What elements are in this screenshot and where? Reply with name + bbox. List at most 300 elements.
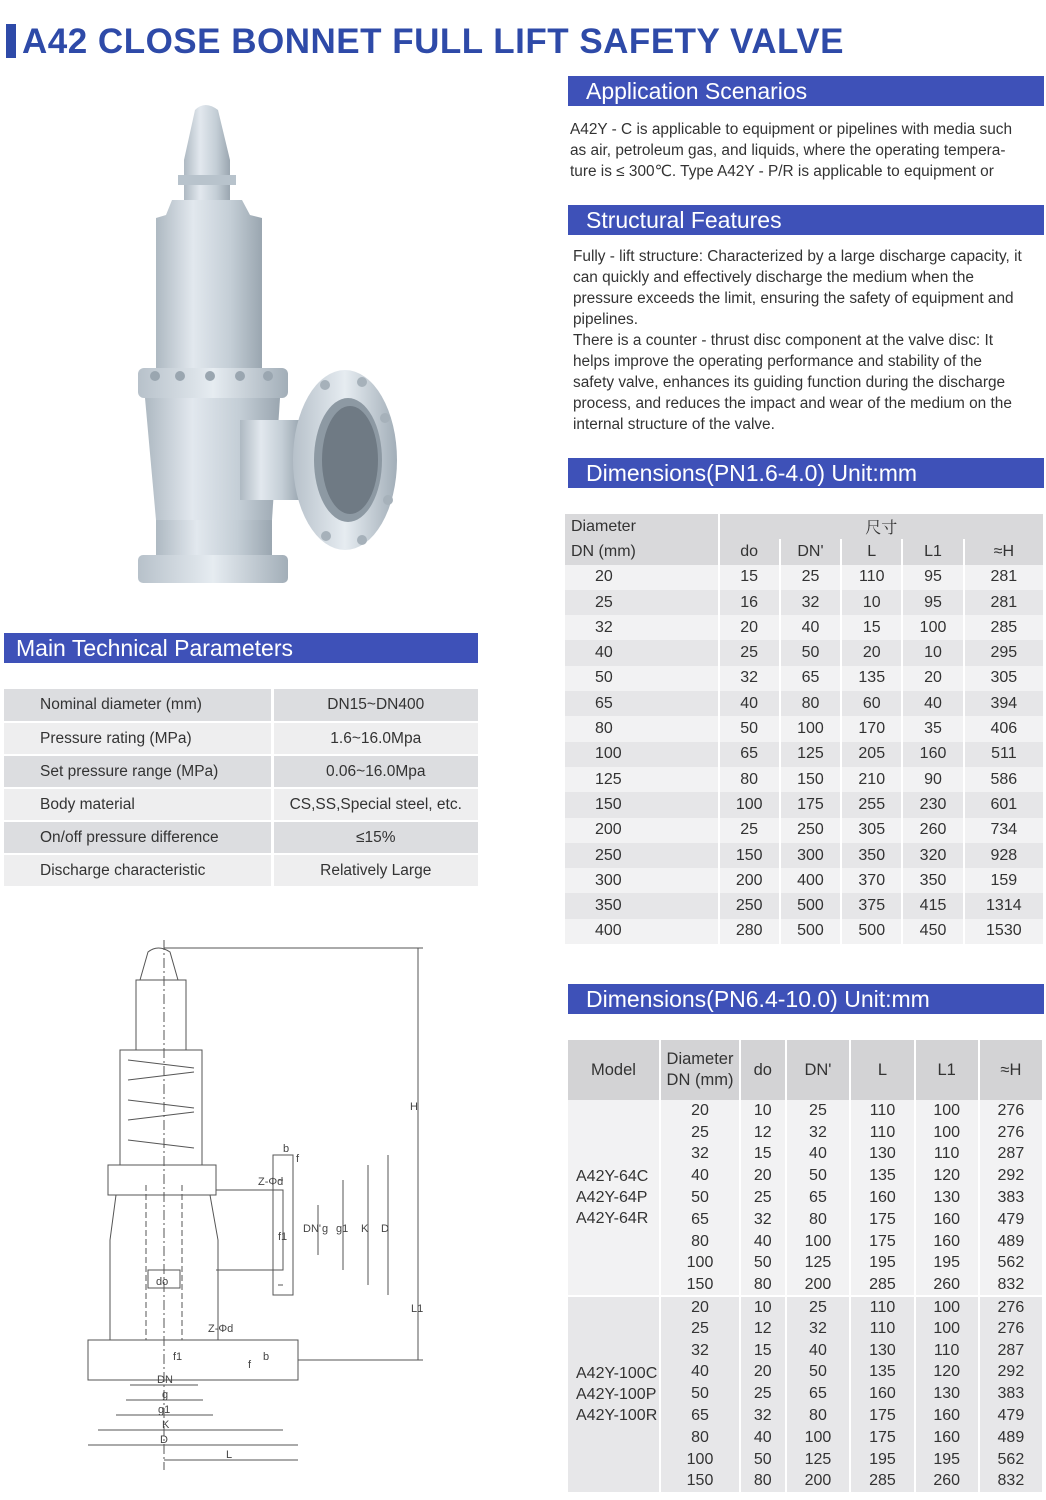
dim1-cell: 100 — [719, 792, 780, 817]
dim1-cell: 295 — [964, 640, 1044, 665]
dim1-cell: 95 — [902, 590, 963, 615]
dim2-cell: 100 — [786, 1427, 851, 1449]
dim2-cell: 175 — [850, 1427, 914, 1449]
dim1-cell: 16 — [719, 590, 780, 615]
dim2-cell: 160 — [850, 1187, 914, 1209]
tech-row — [4, 788, 478, 821]
dimension-lines — [88, 948, 423, 1460]
dim1-cell: 586 — [964, 767, 1044, 792]
dim1-cell: 450 — [902, 919, 963, 944]
dim2-cell: 50 — [660, 1383, 740, 1405]
dim1-cell: 100 — [780, 716, 841, 741]
dim2-table — [568, 1040, 1044, 1492]
drawing-label: b — [283, 1143, 290, 1155]
dim2-cell: 160 — [915, 1209, 979, 1231]
dim1-cell: 300 — [780, 843, 841, 868]
dim1-cell: 40 — [902, 691, 963, 716]
dim2-cell: 489 — [979, 1427, 1043, 1449]
dim1-cell: 40 — [719, 691, 780, 716]
dim1-cell: 25 — [719, 640, 780, 665]
drawing-label: DN' — [303, 1223, 321, 1235]
tech-key: Pressure rating (MPa) — [4, 722, 272, 755]
dim2-cell: 15 — [740, 1144, 786, 1166]
dim2-cell: 120 — [915, 1362, 979, 1384]
dim2-model-name: A42Y-64R — [576, 1210, 649, 1228]
dim2-cell: 65 — [786, 1187, 851, 1209]
dim2-cell: 65 — [660, 1209, 740, 1231]
dim1-cell: 400 — [565, 919, 719, 944]
dim1-cell: 15 — [841, 615, 902, 640]
dim2-cell: 832 — [979, 1471, 1043, 1493]
dim2-cell: 20 — [740, 1165, 786, 1187]
dim2-cell: 25 — [786, 1100, 851, 1122]
dim2-cell: 260 — [915, 1274, 979, 1296]
dim2-model-name: A42Y-64C — [576, 1168, 649, 1186]
dim2-cell: 80 — [660, 1427, 740, 1449]
dim1-cell: 400 — [780, 868, 841, 893]
dim2-cell: 130 — [850, 1340, 914, 1362]
valve-photo — [100, 100, 410, 600]
drawing-label: b — [263, 1351, 270, 1363]
dim2-cell: 260 — [915, 1471, 979, 1493]
structural-line: pressure exceeds the limit, ensuring the safety of equipment and — [573, 290, 1014, 307]
dim1-cell: 250 — [565, 843, 719, 868]
dim2-cell: 100 — [786, 1231, 851, 1253]
dim2-cell: 489 — [979, 1231, 1043, 1253]
dim1-cell: 255 — [841, 792, 902, 817]
tech-key: Discharge characteristic — [4, 854, 272, 887]
dim2-cell: 135 — [850, 1362, 914, 1384]
drawing-label: f — [296, 1153, 300, 1165]
dim1-cell: 260 — [902, 818, 963, 843]
application-text — [570, 119, 1046, 182]
dim2-cell: 25 — [740, 1187, 786, 1209]
dim1-head-group: 尺寸 — [719, 514, 1044, 539]
drawing-label: K — [361, 1223, 369, 1235]
dim2-cell: 65 — [786, 1383, 851, 1405]
drawing-label: f1 — [173, 1351, 183, 1363]
dim2-cell: 110 — [850, 1296, 914, 1318]
drawing-label: Z-Φd — [208, 1323, 234, 1335]
dim1-cell: 200 — [719, 868, 780, 893]
tech-key: Set pressure range (MPa) — [4, 755, 272, 788]
dim1-cell: 500 — [841, 919, 902, 944]
dim1-cell: 80 — [719, 767, 780, 792]
dim1-cell: 1314 — [964, 893, 1044, 918]
dim1-table — [565, 514, 1045, 944]
dim1-col-head: DN' — [780, 539, 841, 564]
dim1-cell: 100 — [565, 742, 719, 767]
dim1-cell: 320 — [902, 843, 963, 868]
dim2-cell: 32 — [660, 1144, 740, 1166]
dim2-cell: 195 — [850, 1253, 914, 1275]
dim1-cell: 50 — [565, 666, 719, 691]
structural-line: helps improve the operating performance and stability of the — [573, 353, 982, 370]
structural-line: pipelines. — [573, 311, 639, 328]
dim1-row — [565, 843, 1044, 868]
dim2-cell: 100 — [660, 1449, 740, 1471]
dim2-cell: 80 — [740, 1274, 786, 1296]
dim2-cell: 562 — [979, 1449, 1043, 1471]
dim1-cell: 110 — [841, 565, 902, 590]
dim1-cell: 281 — [964, 590, 1044, 615]
dim1-cell: 20 — [902, 666, 963, 691]
dim2-cell: 110 — [915, 1340, 979, 1362]
dim1-cell: 500 — [780, 893, 841, 918]
tech-key: On/off pressure difference — [4, 821, 272, 854]
dim1-cell: 95 — [902, 565, 963, 590]
structural-line: can quickly and effectively discharge the medium when the — [573, 269, 974, 286]
dim1-cell: 285 — [964, 615, 1044, 640]
dim2-cell: 120 — [915, 1165, 979, 1187]
dim2-col-head: L — [850, 1040, 914, 1100]
section-drawing — [78, 940, 438, 1480]
dim2-cell: 100 — [915, 1122, 979, 1144]
tech-value: Relatively Large — [272, 854, 478, 887]
drawing-label: g1 — [336, 1223, 349, 1235]
dim1-cell: 305 — [841, 818, 902, 843]
dim1-cell: 734 — [964, 818, 1044, 843]
dim2-cell: 12 — [740, 1122, 786, 1144]
dim2-cell: 100 — [915, 1318, 979, 1340]
dim1-cell: 20 — [719, 615, 780, 640]
dim2-cell: 25 — [740, 1383, 786, 1405]
dim2-model-cell — [568, 1296, 660, 1492]
dim1-cell: 15 — [719, 565, 780, 590]
dim1-cell: 175 — [780, 792, 841, 817]
dim1-cell: 20 — [841, 640, 902, 665]
dim1-cell: 32 — [780, 590, 841, 615]
drawing-label: DN — [157, 1374, 173, 1386]
dim2-cell: 130 — [915, 1383, 979, 1405]
dim1-cell: 80 — [780, 691, 841, 716]
dim1-cell: 50 — [780, 640, 841, 665]
dim1-cell: 159 — [964, 868, 1044, 893]
dim1-row — [565, 615, 1044, 640]
tech-row — [4, 689, 478, 722]
dim2-cell: 50 — [786, 1362, 851, 1384]
drawing-label: f1 — [278, 1231, 288, 1243]
dim1-cell: 50 — [719, 716, 780, 741]
tech-value: DN15~DN400 — [272, 689, 478, 722]
dim1-cell: 375 — [841, 893, 902, 918]
dim1-head-diameter: Diameter — [565, 514, 719, 539]
dim2-cell: 40 — [660, 1362, 740, 1384]
drawing-label: do — [156, 1276, 169, 1288]
dim1-cell: 1530 — [964, 919, 1044, 944]
tech-value: ≤15% — [272, 821, 478, 854]
drawing-label: L1 — [411, 1303, 424, 1315]
dim1-cell: 160 — [902, 742, 963, 767]
dim1-row — [565, 868, 1044, 893]
dim2-model-name: A42Y-100R — [576, 1407, 658, 1425]
application-heading: Application Scenarios — [568, 76, 1044, 106]
dim1-cell: 601 — [964, 792, 1044, 817]
dim1-row — [565, 666, 1044, 691]
dim1-cell: 40 — [780, 615, 841, 640]
dim2-cell: 479 — [979, 1209, 1043, 1231]
dim1-cell: 32 — [565, 615, 719, 640]
dim2-cell: 125 — [786, 1253, 851, 1275]
drawing-label: g — [322, 1223, 329, 1235]
dim2-model-name: A42Y-64P — [576, 1189, 648, 1207]
structural-heading: Structural Features — [568, 205, 1044, 235]
dim2-cell: 10 — [740, 1296, 786, 1318]
dim1-col-head: L — [841, 539, 902, 564]
title-accent-bar — [6, 24, 16, 58]
dim2-cell: 25 — [660, 1318, 740, 1340]
dim1-cell: 150 — [780, 767, 841, 792]
dim2-cell: 287 — [979, 1144, 1043, 1166]
dim1-cell: 280 — [719, 919, 780, 944]
dim2-cell: 25 — [660, 1122, 740, 1144]
dim2-col-head: L1 — [915, 1040, 979, 1100]
tech-row — [4, 722, 478, 755]
dim1-cell: 370 — [841, 868, 902, 893]
dim1-cell: 100 — [902, 615, 963, 640]
dim2-heading: Dimensions(PN6.4-10.0) Unit:mm — [568, 984, 1044, 1014]
dim2-head-dn-label: DN (mm) — [666, 1071, 734, 1089]
dim1-row — [565, 565, 1044, 590]
dim1-cell: 305 — [964, 666, 1044, 691]
dim1-cell: 250 — [780, 818, 841, 843]
tech-key: Nominal diameter (mm) — [4, 689, 272, 722]
dim2-cell: 40 — [786, 1340, 851, 1362]
drawing-outline — [88, 940, 298, 1470]
dim2-cell: 100 — [915, 1100, 979, 1122]
dim1-col-head: L1 — [902, 539, 963, 564]
dim1-row — [565, 590, 1044, 615]
tech-row — [4, 821, 478, 854]
dim1-row — [565, 893, 1044, 918]
dim2-cell: 32 — [786, 1318, 851, 1340]
dim1-cell: 65 — [565, 691, 719, 716]
dim2-col-head: DN' — [786, 1040, 851, 1100]
application-line: as air, petroleum gas, and liquids, where the operating tempera- — [570, 142, 1006, 159]
dim2-cell: 40 — [740, 1427, 786, 1449]
dim2-cell: 32 — [786, 1122, 851, 1144]
dim2-model-cell — [568, 1100, 660, 1296]
dim2-cell: 150 — [660, 1471, 740, 1493]
drawing-label: f — [248, 1359, 252, 1371]
application-line: A42Y - C is applicable to equipment or pipelines with media such — [570, 121, 1013, 138]
tech-value: 0.06~16.0Mpa — [272, 755, 478, 788]
dim2-cell: 292 — [979, 1362, 1043, 1384]
dim2-cell: 832 — [979, 1274, 1043, 1296]
dim1-cell: 230 — [902, 792, 963, 817]
dim1-cell: 200 — [565, 818, 719, 843]
dim2-cell: 276 — [979, 1296, 1043, 1318]
dim1-cell: 25 — [780, 565, 841, 590]
dim2-cell: 40 — [660, 1165, 740, 1187]
dim2-cell: 110 — [850, 1100, 914, 1122]
structural-line: internal structure of the valve. — [573, 416, 775, 433]
application-line: ture is ≤ 300℃. Type A42Y - P/R is applicable to equipment or — [570, 163, 994, 180]
dim1-row — [565, 792, 1044, 817]
dim2-cell: 80 — [660, 1231, 740, 1253]
dim1-cell: 25 — [719, 818, 780, 843]
dim1-cell: 170 — [841, 716, 902, 741]
dim1-row — [565, 767, 1044, 792]
dim1-cell: 415 — [902, 893, 963, 918]
dim1-cell: 125 — [565, 767, 719, 792]
dim1-cell: 65 — [719, 742, 780, 767]
drawing-label: g — [162, 1389, 169, 1401]
dim2-cell: 40 — [740, 1231, 786, 1253]
dim1-cell: 32 — [719, 666, 780, 691]
dim2-cell: 195 — [915, 1449, 979, 1471]
dim2-row — [568, 1296, 1043, 1318]
dim2-cell: 160 — [850, 1383, 914, 1405]
dim2-cell: 32 — [660, 1340, 740, 1362]
dim1-cell: 281 — [964, 565, 1044, 590]
tech-row — [4, 755, 478, 788]
dim1-cell: 205 — [841, 742, 902, 767]
dim2-cell: 50 — [740, 1449, 786, 1471]
dim2-cell: 110 — [850, 1122, 914, 1144]
dim1-col-head: ≈H — [964, 539, 1044, 564]
dim2-head-diameter — [660, 1040, 740, 1100]
dim1-cell: 80 — [565, 716, 719, 741]
dim2-cell: 110 — [850, 1318, 914, 1340]
dim1-cell: 10 — [841, 590, 902, 615]
dim1-row — [565, 640, 1044, 665]
dim1-cell: 350 — [841, 843, 902, 868]
dim1-heading: Dimensions(PN1.6-4.0) Unit:mm — [568, 458, 1044, 488]
dim2-model-name: A42Y-100C — [576, 1365, 658, 1383]
dim1-cell: 300 — [565, 868, 719, 893]
dim1-cell: 10 — [902, 640, 963, 665]
dim1-cell: 500 — [780, 919, 841, 944]
dim1-row — [565, 716, 1044, 741]
tech-value: CS,SS,Special steel, etc. — [272, 788, 478, 821]
dim2-cell: 80 — [740, 1471, 786, 1493]
dim1-row — [565, 742, 1044, 767]
dim2-cell: 25 — [786, 1296, 851, 1318]
dim2-cell: 479 — [979, 1405, 1043, 1427]
dim2-cell: 80 — [786, 1405, 851, 1427]
dim1-cell: 350 — [565, 893, 719, 918]
dim1-cell: 394 — [964, 691, 1044, 716]
dim1-col-head: do — [719, 539, 780, 564]
dim2-cell: 50 — [660, 1187, 740, 1209]
structural-line: Fully - lift structure: Characterized by a large discharge capacity, it — [573, 248, 1022, 265]
dim2-row — [568, 1100, 1043, 1122]
dim2-head-model: Model — [568, 1040, 660, 1100]
dim2-cell: 100 — [915, 1296, 979, 1318]
structural-line: There is a counter - thrust disc component at the valve disc: It — [573, 332, 994, 349]
dim2-cell: 130 — [850, 1144, 914, 1166]
dim2-head-diameter-label: Diameter — [666, 1050, 734, 1068]
dim2-cell: 175 — [850, 1405, 914, 1427]
dim2-cell: 20 — [660, 1100, 740, 1122]
dim2-cell: 130 — [915, 1187, 979, 1209]
dim2-cell: 200 — [786, 1471, 851, 1493]
structural-line: process, and reduces the impact and wear of the medium on the — [573, 395, 1012, 412]
dim2-cell: 100 — [660, 1253, 740, 1275]
dim1-cell: 350 — [902, 868, 963, 893]
tech-row — [4, 854, 478, 887]
dim1-cell: 35 — [902, 716, 963, 741]
drawing-label: D — [381, 1223, 389, 1235]
page-title: A42 CLOSE BONNET FULL LIFT SAFETY VALVE — [22, 22, 844, 61]
dim2-cell: 32 — [740, 1405, 786, 1427]
dim2-cell: 276 — [979, 1100, 1043, 1122]
drawing-label: D — [160, 1434, 168, 1446]
dim2-cell: 195 — [915, 1253, 979, 1275]
dim1-cell: 20 — [565, 565, 719, 590]
dim2-cell: 110 — [915, 1144, 979, 1166]
drawing-label: H — [410, 1101, 418, 1113]
dim2-cell: 276 — [979, 1122, 1043, 1144]
dim2-col-head: do — [740, 1040, 786, 1100]
dim2-cell: 65 — [660, 1405, 740, 1427]
dim2-cell: 175 — [850, 1209, 914, 1231]
dim2-cell: 195 — [850, 1449, 914, 1471]
dim1-cell: 406 — [964, 716, 1044, 741]
dim1-row — [565, 691, 1044, 716]
dim2-cell: 175 — [850, 1231, 914, 1253]
drawing-label: g1 — [158, 1404, 171, 1416]
dim1-row — [565, 818, 1044, 843]
dim2-cell: 285 — [850, 1274, 914, 1296]
dim2-model-name: A42Y-100P — [576, 1386, 657, 1404]
dim2-cell: 20 — [740, 1362, 786, 1384]
dim1-row — [565, 919, 1044, 944]
tech-table — [4, 689, 478, 888]
dim2-cell: 292 — [979, 1165, 1043, 1187]
tech-value: 1.6~16.0Mpa — [272, 722, 478, 755]
dim2-cell: 562 — [979, 1253, 1043, 1275]
dim2-cell: 276 — [979, 1318, 1043, 1340]
dim2-cell: 125 — [786, 1449, 851, 1471]
dim1-cell: 135 — [841, 666, 902, 691]
dim1-cell: 125 — [780, 742, 841, 767]
dim2-cell: 287 — [979, 1340, 1043, 1362]
dim2-cell: 200 — [786, 1274, 851, 1296]
dim2-cell: 160 — [915, 1405, 979, 1427]
drawing-label: Z-Φd — [258, 1176, 284, 1188]
dim1-cell: 60 — [841, 691, 902, 716]
dim2-cell: 50 — [786, 1165, 851, 1187]
dim2-cell: 135 — [850, 1165, 914, 1187]
dim1-cell: 210 — [841, 767, 902, 792]
dim1-cell: 511 — [964, 742, 1044, 767]
dim1-cell: 25 — [565, 590, 719, 615]
tech-key: Body material — [4, 788, 272, 821]
dim1-cell: 250 — [719, 893, 780, 918]
dim1-cell: 40 — [565, 640, 719, 665]
dim2-cell: 285 — [850, 1471, 914, 1493]
dim1-head-dn: DN (mm) — [565, 539, 719, 564]
dim1-cell: 150 — [719, 843, 780, 868]
dim2-cell: 10 — [740, 1100, 786, 1122]
drawing-label: L — [226, 1449, 233, 1461]
dim1-cell: 90 — [902, 767, 963, 792]
dim2-col-head: ≈H — [979, 1040, 1043, 1100]
dim2-cell: 383 — [979, 1187, 1043, 1209]
drawing-label: K — [162, 1419, 170, 1431]
dim2-cell: 160 — [915, 1231, 979, 1253]
dim2-cell: 50 — [740, 1253, 786, 1275]
dim1-cell: 928 — [964, 843, 1044, 868]
dim2-cell: 383 — [979, 1383, 1043, 1405]
dim2-cell: 15 — [740, 1340, 786, 1362]
dim2-cell: 20 — [660, 1296, 740, 1318]
structural-line: safety valve, enhances its guiding function during the discharge — [573, 374, 1006, 391]
tech-heading: Main Technical Parameters — [4, 633, 478, 663]
dim2-cell: 32 — [740, 1209, 786, 1231]
